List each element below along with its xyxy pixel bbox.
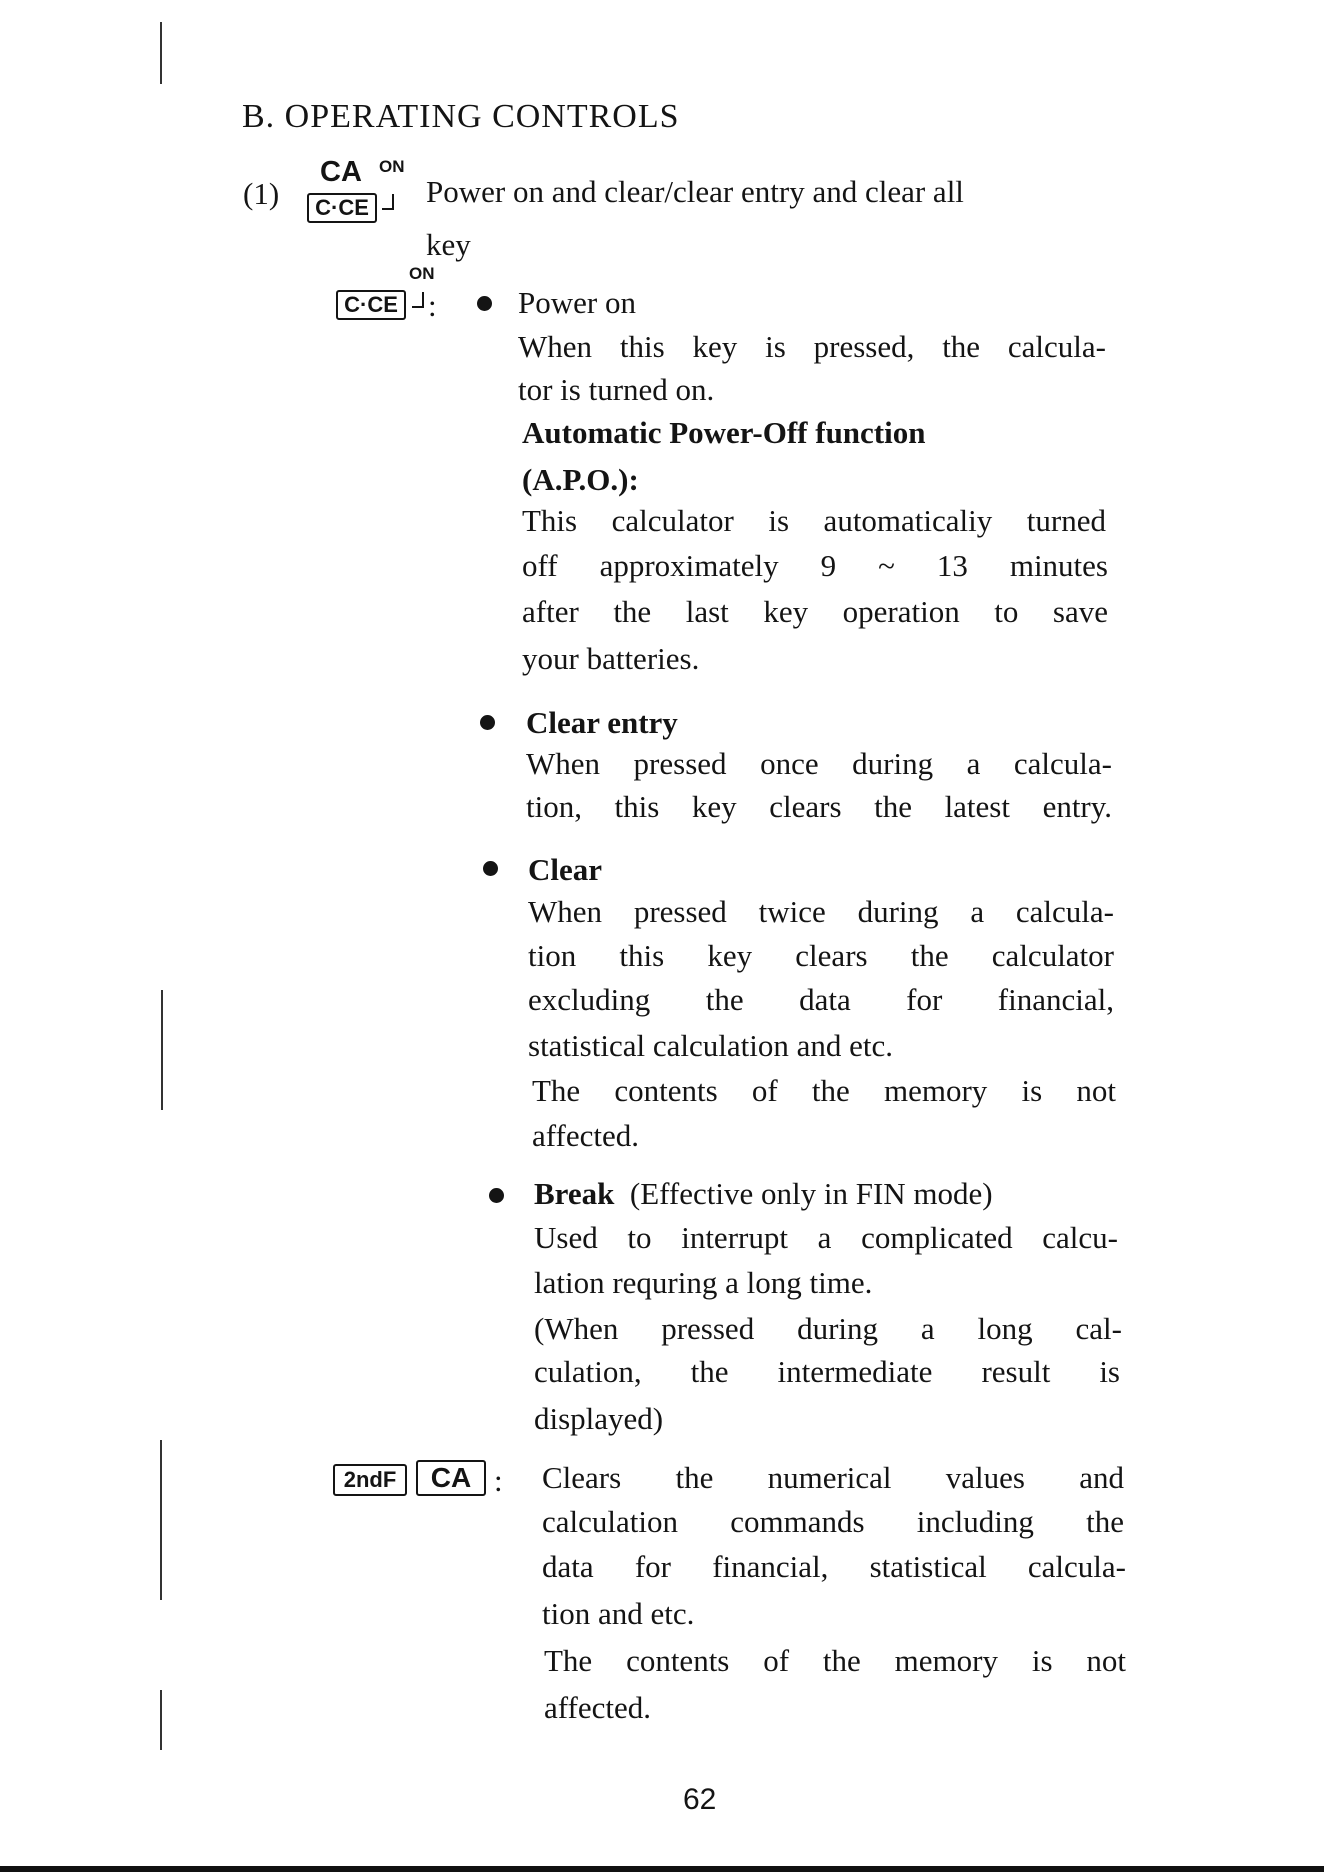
ca-key-icon: CA bbox=[416, 1460, 486, 1496]
key-on-label: ON bbox=[379, 157, 405, 176]
body-text: This calculator is automaticaliy turned bbox=[522, 503, 1106, 538]
body-text: Clears the numerical values and bbox=[542, 1460, 1124, 1495]
bullet-title: Break bbox=[534, 1176, 615, 1211]
key-top-label: CA bbox=[320, 156, 362, 188]
body-text: The contents of the memory is not bbox=[532, 1073, 1116, 1108]
cce-key-icon: C·CE bbox=[307, 193, 377, 223]
body-text: after the last key operation to save bbox=[522, 594, 1108, 629]
body-text: When pressed once during a calcula- bbox=[526, 746, 1112, 781]
body-text: affected. bbox=[532, 1118, 639, 1153]
body-text: The contents of the memory is not bbox=[544, 1643, 1126, 1678]
bullet-icon bbox=[477, 296, 492, 311]
key-on-label: ON bbox=[409, 264, 435, 283]
body-text: off approximately 9 ~ 13 minutes bbox=[522, 548, 1108, 583]
bullet-title: Clear bbox=[528, 852, 603, 887]
body-text: affected. bbox=[544, 1690, 651, 1725]
scan-mark bbox=[161, 990, 163, 1110]
bullet-icon bbox=[483, 861, 498, 876]
key-colon: : bbox=[494, 1463, 503, 1498]
body-text: displayed) bbox=[534, 1401, 664, 1436]
subsection-title: (A.P.O.): bbox=[522, 462, 639, 497]
key-colon: : bbox=[428, 288, 437, 323]
item-title: key bbox=[426, 227, 471, 262]
scan-mark bbox=[160, 22, 162, 84]
body-text: your batteries. bbox=[522, 641, 700, 676]
body-text: tion and etc. bbox=[542, 1596, 695, 1631]
bullet-title-suffix: (Effective only in FIN mode) bbox=[629, 1176, 993, 1211]
body-text: Used to interrupt a complicated calcu- bbox=[534, 1220, 1118, 1255]
bullet-icon bbox=[489, 1188, 504, 1203]
body-text: (When pressed during a long cal- bbox=[534, 1311, 1122, 1346]
subsection-title: Automatic Power-Off function bbox=[522, 415, 926, 450]
body-text: calculation commands including the bbox=[542, 1504, 1124, 1539]
body-text: tor is turned on. bbox=[518, 372, 715, 407]
body-text: data for financial, statistical calcula- bbox=[542, 1549, 1126, 1584]
body-text: excluding the data for financial, bbox=[528, 982, 1114, 1017]
body-text: statistical calculation and etc. bbox=[528, 1028, 893, 1063]
bullet-title-row bbox=[534, 1178, 993, 1209]
bullet-title: Clear entry bbox=[526, 705, 678, 740]
section-heading: B. OPERATING CONTROLS bbox=[242, 98, 680, 135]
on-bracket-icon bbox=[412, 292, 424, 308]
body-text: When this key is pressed, the calcula- bbox=[518, 329, 1106, 364]
scan-mark bbox=[160, 1690, 162, 1750]
item-title: Power on and clear/clear entry and clear all bbox=[426, 174, 964, 209]
page-bottom-edge bbox=[0, 1866, 1324, 1872]
body-text: culation, the intermediate result is bbox=[534, 1354, 1120, 1389]
item-number: (1) bbox=[243, 176, 280, 211]
cce-key-icon: C·CE bbox=[336, 290, 406, 320]
2ndf-key-icon: 2ndF bbox=[333, 1464, 407, 1496]
bullet-title: Power on bbox=[518, 285, 636, 320]
scan-mark bbox=[160, 1440, 162, 1600]
body-text: tion, this key clears the latest entry. bbox=[526, 789, 1112, 824]
on-bracket-icon bbox=[382, 194, 394, 210]
bullet-icon bbox=[480, 715, 495, 730]
body-text: tion this key clears the calculator bbox=[528, 938, 1114, 973]
page-number: 62 bbox=[683, 1783, 717, 1816]
body-text: When pressed twice during a calcula- bbox=[528, 894, 1114, 929]
body-text: lation requring a long time. bbox=[534, 1265, 873, 1300]
